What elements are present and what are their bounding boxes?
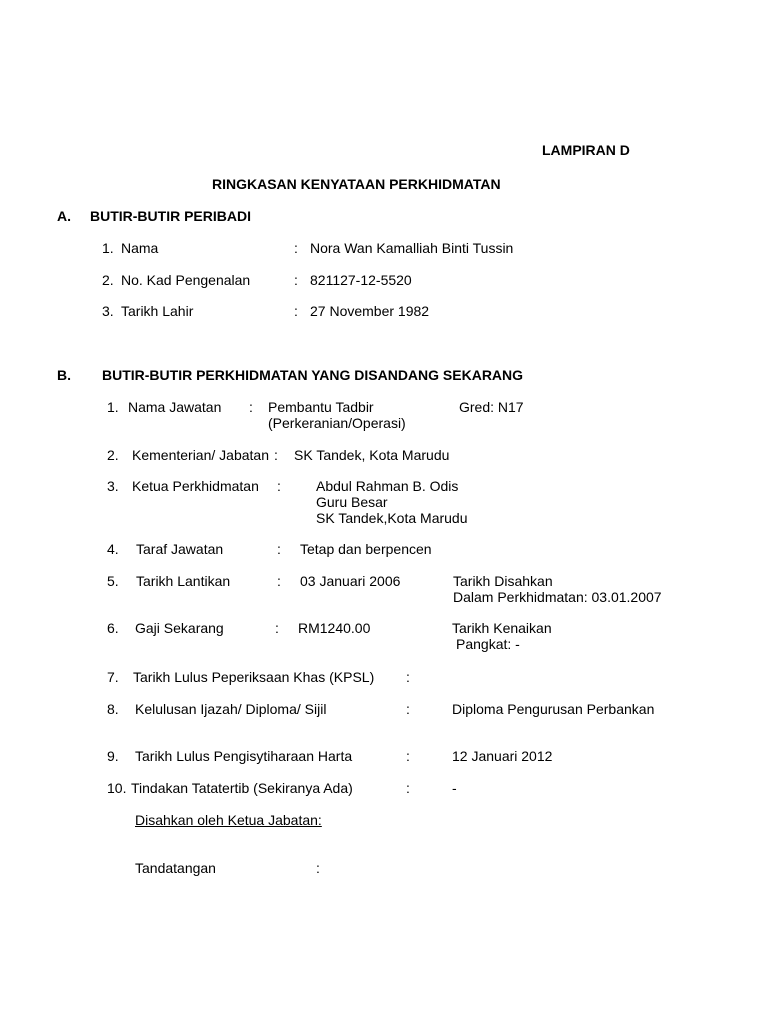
field-separator: :	[406, 701, 410, 717]
field-separator: :	[294, 240, 298, 256]
field-label: No. Kad Pengenalan	[121, 272, 251, 288]
field-value: RM1240.00	[298, 620, 371, 636]
field-value: 821127-12-5520	[310, 272, 412, 288]
row-number: 2.	[107, 447, 119, 463]
field-separator: :	[277, 541, 281, 557]
field-value: SK Tandek, Kota Marudu	[294, 447, 450, 463]
field-label: Tarikh Lantikan	[136, 573, 231, 589]
document-title: RINGKASAN KENYATAAN PERKHIDMATAN	[212, 176, 501, 192]
section-a-heading: BUTIR-BUTIR PERIBADI	[90, 208, 251, 224]
tandatangan-label: Tandatangan	[135, 860, 216, 876]
tarikh-kenaikan-label: Tarikh Kenaikan	[452, 620, 552, 636]
field-label: Taraf Jawatan	[136, 541, 224, 557]
row-number: 4.	[107, 541, 119, 557]
field-value: 12 Januari 2012	[452, 748, 553, 764]
field-value-line2: (Perkeranian/Operasi)	[268, 415, 406, 431]
field-value: -	[452, 780, 457, 796]
tandatangan-separator: :	[316, 860, 320, 876]
field-separator: :	[277, 478, 281, 494]
pangkat-value: Pangkat: -	[456, 636, 520, 652]
disahkan-heading: Disahkan oleh Ketua Jabatan:	[135, 812, 322, 828]
field-label: Nama	[121, 240, 159, 256]
field-value: 27 November 1982	[310, 303, 430, 319]
field-separator: :	[294, 272, 298, 288]
field-label: Tarikh Lahir	[121, 303, 194, 319]
row-number: 3.	[102, 303, 114, 319]
section-b-letter: B.	[57, 367, 71, 383]
field-value: Tetap dan berpencen	[300, 541, 432, 557]
field-label: Tarikh Lulus Peperiksaan Khas (KPSL)	[133, 669, 375, 685]
row-number: 1.	[102, 240, 114, 256]
field-label: Kelulusan Ijazah/ Diploma/ Sijil	[135, 701, 327, 717]
field-label: Kementerian/ Jabatan	[132, 447, 269, 463]
field-separator: :	[277, 573, 281, 589]
row-number: 9.	[107, 748, 119, 764]
field-separator: :	[275, 620, 279, 636]
field-value-line1: Pembantu Tadbir	[268, 399, 374, 415]
field-label: Gaji Sekarang	[135, 620, 224, 636]
field-label: Ketua Perkhidmatan	[132, 478, 259, 494]
field-separator: :	[274, 447, 278, 463]
row-number: 7.	[107, 669, 119, 685]
lampiran-label: LAMPIRAN D	[542, 142, 630, 158]
field-value: Diploma Pengurusan Perbankan	[452, 701, 655, 717]
row-number: 3.	[107, 478, 119, 494]
field-label: Tarikh Lulus Pengisytiharaan Harta	[135, 748, 353, 764]
field-separator: :	[294, 303, 298, 319]
field-separator: :	[249, 399, 253, 415]
field-label: Tindakan Tatatertib (Sekiranya Ada)	[131, 780, 353, 796]
field-label: Nama Jawatan	[128, 399, 222, 415]
field-separator: :	[406, 748, 410, 764]
row-number: 6.	[107, 620, 119, 636]
field-value-line3: SK Tandek,Kota Marudu	[316, 510, 468, 526]
field-separator: :	[406, 780, 410, 796]
section-a-letter: A.	[57, 208, 71, 224]
section-b-heading: BUTIR-BUTIR PERKHIDMATAN YANG DISANDANG SEKARANG	[102, 367, 524, 383]
field-separator: :	[406, 669, 410, 685]
field-value: Nora Wan Kamalliah Binti Tussin	[310, 240, 514, 256]
field-value-line1: Abdul Rahman B. Odis	[316, 478, 459, 494]
field-value: 03 Januari 2006	[300, 573, 401, 589]
row-number: 5.	[107, 573, 119, 589]
field-value-line2: Guru Besar	[316, 494, 388, 510]
gred-value: Gred: N17	[459, 399, 524, 415]
row-number: 2.	[102, 272, 114, 288]
tarikh-disahkan-value: Dalam Perkhidmatan: 03.01.2007	[453, 589, 662, 605]
row-number: 10.	[107, 780, 127, 796]
row-number: 8.	[107, 701, 119, 717]
tarikh-disahkan-label: Tarikh Disahkan	[453, 573, 553, 589]
row-number: 1.	[107, 399, 119, 415]
